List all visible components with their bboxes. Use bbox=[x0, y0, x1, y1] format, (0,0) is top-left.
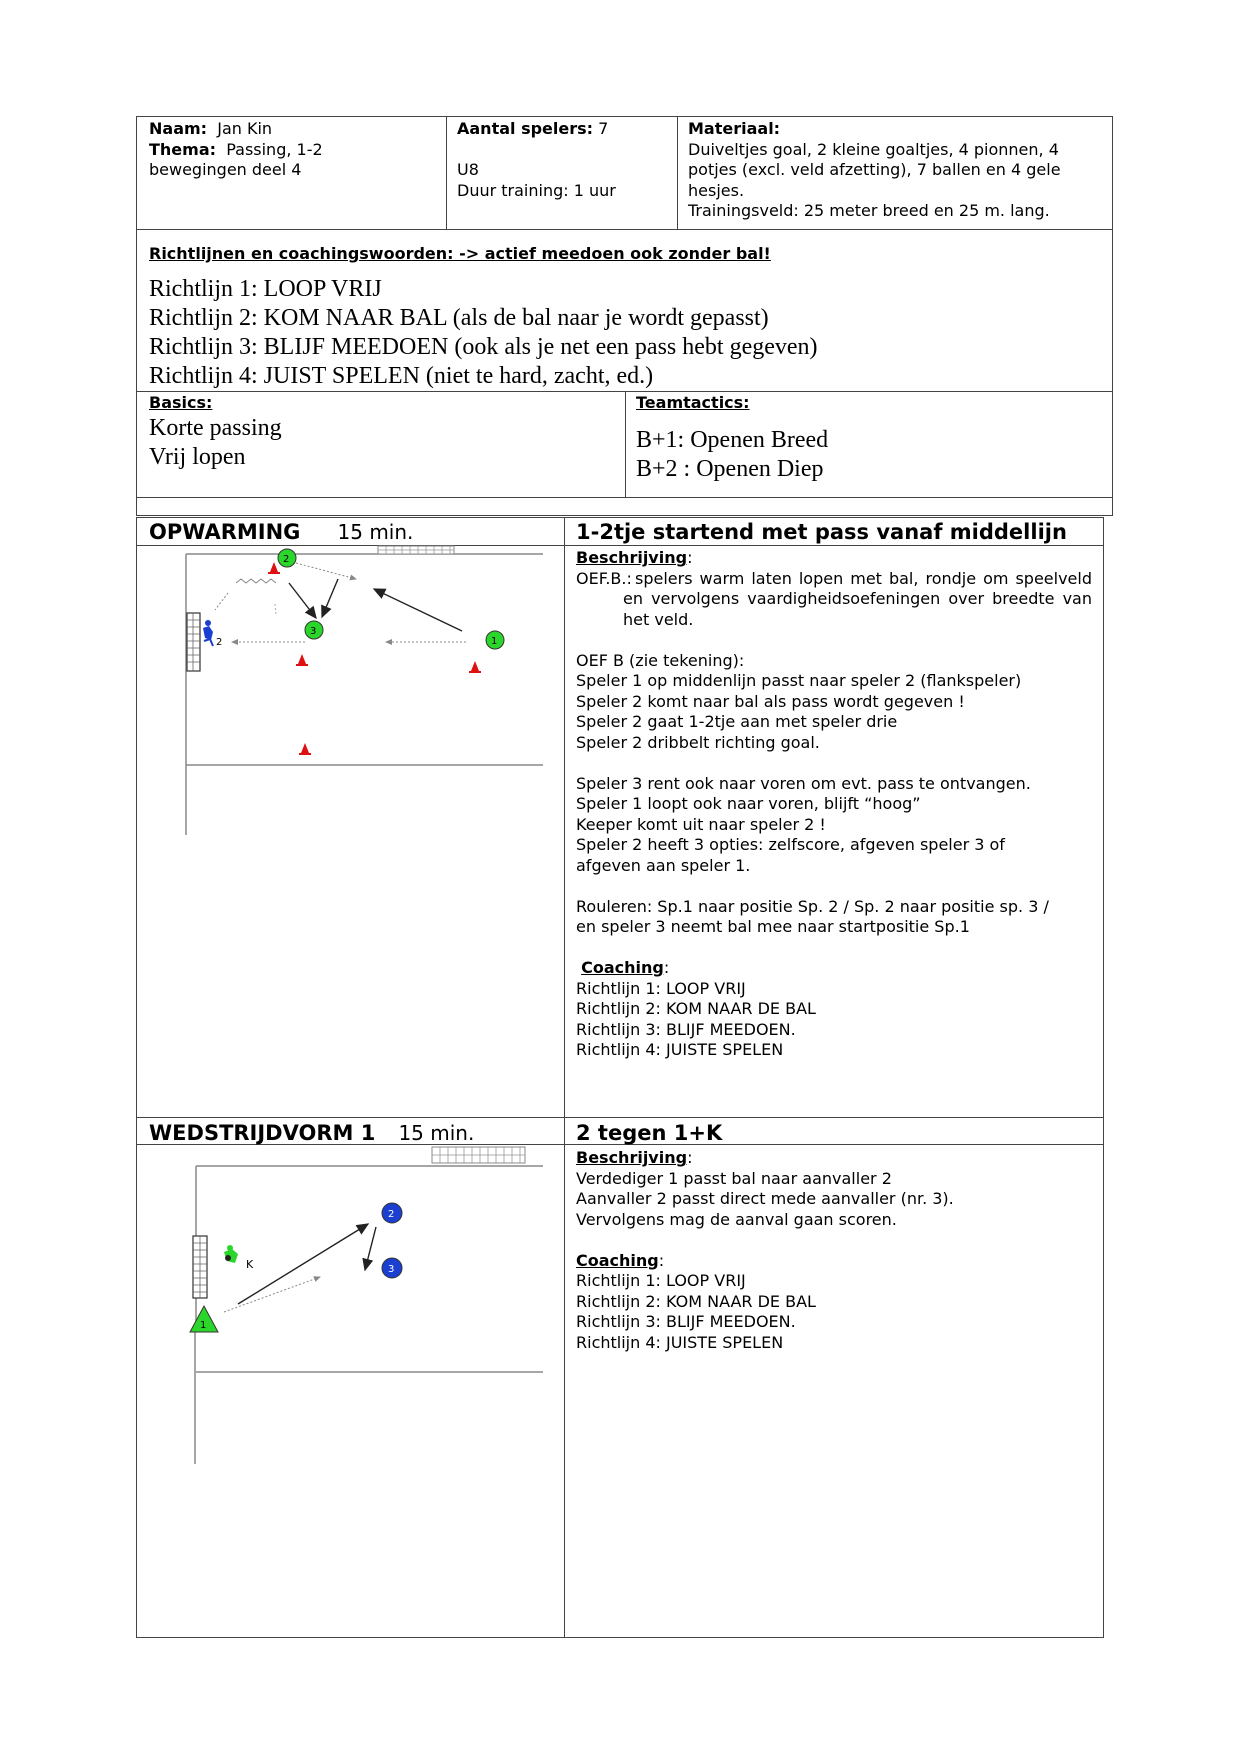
divider bbox=[136, 1117, 1104, 1118]
materiaal-line: Trainingsveld: 25 meter breed en 25 m. lang. bbox=[688, 201, 1050, 220]
divider bbox=[625, 391, 626, 497]
warmup-line: Speler 1 loopt ook naar voren, blijft “hoog” bbox=[576, 794, 921, 813]
warmup-diagram bbox=[170, 545, 560, 835]
keeper-icon bbox=[224, 1245, 254, 1271]
warmup-line: OEF B (zie tekening): bbox=[576, 650, 745, 670]
age-group: U8 bbox=[457, 160, 479, 179]
cone-icon bbox=[268, 562, 280, 574]
naam-label: Naam: bbox=[149, 119, 208, 138]
materiaal-label: Materiaal: bbox=[688, 119, 781, 138]
warmup-line: Speler 2 heeft 3 opties: zelfscore, afgeven speler 3 of bbox=[576, 835, 1005, 854]
keeper-icon bbox=[203, 620, 222, 648]
cone-icon bbox=[296, 654, 308, 666]
spelers-cell bbox=[457, 119, 672, 201]
basics-line: Vrij lopen bbox=[149, 444, 246, 470]
coaching-line: Richtlijn 2: KOM NAAR DE BAL bbox=[576, 1291, 816, 1311]
naam-value: Jan Kin bbox=[217, 119, 273, 138]
divider bbox=[136, 497, 1113, 498]
basics-label: Basics: bbox=[149, 393, 213, 412]
warmup-line: Speler 1 op middenlijn passt naar speler 2 (flankspeler) bbox=[576, 671, 1022, 690]
player-2-icon bbox=[382, 1203, 402, 1223]
coaching-line: Richtlijn 4: JUISTE SPELEN bbox=[576, 1040, 784, 1059]
warmup-line: Keeper komt uit naar speler 2 ! bbox=[576, 814, 826, 834]
divider bbox=[446, 116, 447, 229]
guideline-line: Richtlijn 2: KOM NAAR BAL (als de bal naar je wordt gepasst) bbox=[149, 305, 769, 331]
warmup-line: Rouleren: Sp.1 naar positie Sp. 2 / Sp. 2 naar positie sp. 3 / bbox=[576, 896, 1049, 916]
beschrijving-label: Beschrijving bbox=[576, 1148, 688, 1167]
warmup-line: Speler 3 rent ook naar voren om evt. pass te ontvangen. bbox=[576, 773, 1031, 793]
match-title: WEDSTRIJDVORM 1 bbox=[149, 1121, 376, 1145]
cone-icon bbox=[299, 743, 311, 755]
materiaal-line: potjes (excl. veld afzetting), 7 ballen en 4 gele bbox=[688, 160, 1061, 179]
naam-cell bbox=[149, 119, 439, 181]
basics-line: Korte passing bbox=[149, 415, 282, 441]
keeper-label: 2 bbox=[216, 637, 223, 648]
materiaal-line: hesjes. bbox=[688, 180, 745, 200]
player-label: 2 bbox=[388, 1209, 395, 1220]
warmup-duration: 15 min. bbox=[337, 520, 414, 544]
divider bbox=[136, 229, 1113, 230]
match-line: Aanvaller 2 passt direct mede aanvaller (nr. 3). bbox=[576, 1189, 954, 1208]
materiaal-cell bbox=[688, 119, 1108, 222]
warmup-line: Speler 2 dribbelt richting goal. bbox=[576, 732, 820, 752]
coaching-line: Richtlijn 3: BLIJF MEEDOEN. bbox=[576, 1019, 796, 1039]
teamtactics-list bbox=[636, 426, 1096, 484]
thema-value: Passing, 1-2 bbox=[226, 139, 323, 159]
warmup-line: Speler 2 komt naar bal als pass wordt gegeven ! bbox=[576, 691, 965, 711]
materiaal-line: Duiveltjes goal, 2 kleine goaltjes, 4 pionnen, 4 bbox=[688, 139, 1059, 159]
match-duration: 15 min. bbox=[398, 1121, 475, 1145]
player-3-icon bbox=[382, 1258, 402, 1278]
coaching-line: Richtlijn 4: JUISTE SPELEN bbox=[576, 1332, 784, 1352]
coaching-line: Richtlijn 2: KOM NAAR DE BAL bbox=[576, 999, 816, 1018]
spelers-value: 7 bbox=[598, 119, 609, 138]
oefb-text-content: spelers warm laten lopen met bal, rondje om speelveld en vervolgens vaardigheidsoefeningen over breedte van het veld. bbox=[623, 568, 1092, 629]
coaching-line: Richtlijn 1: LOOP VRIJ bbox=[576, 1271, 746, 1290]
match-line: Verdediger 1 passt bal naar aanvaller 2 bbox=[576, 1168, 892, 1188]
player-label: 3 bbox=[310, 626, 317, 637]
coaching-label: Coaching bbox=[581, 958, 664, 977]
warmup-header bbox=[149, 520, 413, 544]
match-line: Vervolgens mag de aanval gaan scoren. bbox=[576, 1209, 897, 1229]
basics-list bbox=[149, 414, 609, 472]
warmup-line: Speler 2 gaat 1-2tje aan met speler drie bbox=[576, 712, 898, 731]
small-goal-icon bbox=[378, 546, 454, 554]
teamtactics-label: Teamtactics: bbox=[636, 393, 750, 412]
goal-icon bbox=[193, 1236, 207, 1298]
oefb-text bbox=[576, 569, 1092, 631]
defender-1-icon bbox=[190, 1306, 218, 1332]
thema-label: Thema: bbox=[149, 139, 217, 159]
coaching-label: Coaching bbox=[576, 1250, 659, 1270]
warmup-description: Beschrijving: OEF.B.: spelers warm laten lopen met bal, rondje om speelveld en vervolgens vaardigheidsoefeningen over breedte van het veld. OEF B (zie tekening): Speler 1 op middenlijn passt naar speler 2 (flankspeler) Speler 2 komt naar bal als pass wordt gegeven ! Speler 2 gaat 1-2tje aan met speler drie Speler 2 dribbelt richting goal. Speler 3 rent ook naar voren om evt. pass te ontvangen. Speler 1 loopt ook naar voren, blijft “hoog” Keeper komt uit naar speler 2 ! Speler 2 heeft 3 opties: zelfscore, afgeven speler 3 of afgeven aan speler 1. Rouleren: Sp.1 naar positie Sp. 2 / Sp. 2 naar positie sp. 3 / en speler 3 neemt bal mee naar startpositie Sp.1 Coaching: Richtlijn 1: LOOP VRIJ Richtlijn 2: KOM NAAR DE BAL Richtlijn 3: BLIJF MEEDOEN. Richtlijn 4: JUISTE SPELEN bbox=[576, 548, 1092, 1059]
guideline-line: Richtlijn 4: JUIST SPELEN (niet te hard, zacht, ed.) bbox=[149, 363, 654, 389]
player-1-icon bbox=[486, 631, 504, 649]
match-description: Beschrijving: Verdediger 1 passt bal naar aanvaller 2 Aanvaller 2 passt direct mede aanvaller (nr. 3). Vervolgens mag de aanval gaan scoren. Coaching: Richtlijn 1: LOOP VRIJ Richtlijn 2: KOM NAAR DE BAL Richtlijn 3: BLIJF MEEDOEN. Richtlijn 4: JUISTE SPELEN bbox=[576, 1148, 1092, 1353]
warmup-exercise-title: 1-2tje startend met pass vanaf middellijn bbox=[576, 520, 1067, 544]
player-label: 3 bbox=[388, 1264, 395, 1275]
thema-line2: bewegingen deel 4 bbox=[149, 160, 302, 179]
match-header bbox=[149, 1121, 474, 1145]
teamtactics-line: B+2 : Openen Diep bbox=[636, 456, 824, 482]
duur-training: Duur training: 1 uur bbox=[457, 180, 616, 200]
warmup-line: en speler 3 neemt bal mee naar startpositie Sp.1 bbox=[576, 917, 970, 936]
guideline-line: Richtlijn 1: LOOP VRIJ bbox=[149, 276, 382, 302]
player-3-icon bbox=[305, 621, 323, 639]
spelers-label: Aantal spelers: bbox=[457, 119, 594, 138]
coaching-line: Richtlijn 1: LOOP VRIJ bbox=[576, 978, 746, 998]
teamtactics-line: B+1: Openen Breed bbox=[636, 427, 829, 453]
oefb-intro: OEF.B.: bbox=[576, 568, 632, 588]
beschrijving-label: Beschrijving bbox=[576, 548, 688, 567]
keeper-label: K bbox=[246, 1258, 254, 1271]
player-label: 1 bbox=[491, 636, 498, 647]
warmup-title: OPWARMING bbox=[149, 520, 301, 544]
warmup-line: afgeven aan speler 1. bbox=[576, 855, 751, 875]
guidelines-title: Richtlijnen en coachingswoorden: -> actief meedoen ook zonder bal! bbox=[149, 244, 771, 263]
divider bbox=[564, 517, 565, 1638]
player-label: 2 bbox=[283, 554, 290, 565]
player-2-icon bbox=[278, 549, 296, 567]
goal-icon bbox=[187, 613, 200, 671]
match-diagram bbox=[170, 1144, 560, 1474]
guidelines-list bbox=[149, 275, 1099, 391]
divider bbox=[677, 116, 678, 229]
small-goal-icon bbox=[432, 1147, 525, 1163]
cone-icon bbox=[469, 661, 481, 673]
match-exercise-title: 2 tegen 1+K bbox=[576, 1121, 723, 1145]
guideline-line: Richtlijn 3: BLIJF MEEDOEN (ook als je net een pass hebt gegeven) bbox=[149, 334, 818, 360]
coaching-line: Richtlijn 3: BLIJF MEEDOEN. bbox=[576, 1312, 796, 1331]
player-label: 1 bbox=[200, 1320, 207, 1331]
